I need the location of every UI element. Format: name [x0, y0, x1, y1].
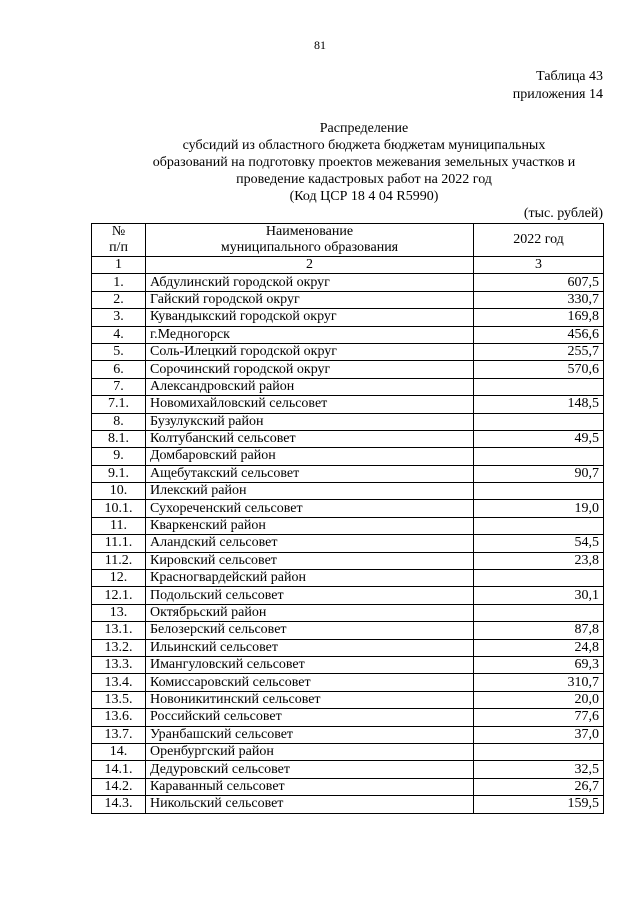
table-row: [92, 622, 604, 639]
header-name-line2: муниципального образования: [220, 240, 399, 255]
column-number-1: 1: [92, 257, 146, 274]
table-row: [92, 291, 604, 308]
row-value: 255,7: [474, 343, 604, 360]
row-number: 13.7.: [92, 726, 146, 743]
table-row: [92, 709, 604, 726]
row-number: 11.2.: [92, 552, 146, 569]
row-value: 456,6: [474, 326, 604, 343]
table-row: [92, 309, 604, 326]
table-row: [92, 448, 604, 465]
header-name: [146, 224, 474, 257]
row-value: [474, 570, 604, 587]
row-name: Белозерский сельсовет: [146, 622, 474, 639]
row-value: [474, 483, 604, 500]
table-row: [92, 430, 604, 447]
row-value: 19,0: [474, 500, 604, 517]
row-name: Кувандыкский городской округ: [146, 309, 474, 326]
table-header-row: [92, 224, 604, 257]
row-value: 37,0: [474, 726, 604, 743]
row-value: 32,5: [474, 761, 604, 778]
row-value: 77,6: [474, 709, 604, 726]
row-value: [474, 743, 604, 760]
table-row: [92, 343, 604, 360]
row-name: Колтубанский сельсовет: [146, 430, 474, 447]
document-heading: [90, 120, 638, 205]
row-value: 20,0: [474, 691, 604, 708]
table-row: [92, 500, 604, 517]
table-row: [92, 778, 604, 795]
row-name: Российский сельсовет: [146, 709, 474, 726]
row-number: 13.6.: [92, 709, 146, 726]
row-name: Сухореченский сельсовет: [146, 500, 474, 517]
row-value: 24,8: [474, 639, 604, 656]
row-number: 13.5.: [92, 691, 146, 708]
row-name: Соль-Илецкий городской округ: [146, 343, 474, 360]
table-row: [92, 465, 604, 482]
row-name: Имангуловский сельсовет: [146, 656, 474, 673]
table-row: [92, 691, 604, 708]
row-name: Кировский сельсовет: [146, 552, 474, 569]
table-row: [92, 604, 604, 621]
row-name: Александровский район: [146, 378, 474, 395]
row-value: 69,3: [474, 656, 604, 673]
row-number: 6.: [92, 361, 146, 378]
column-number-3: 3: [474, 257, 604, 274]
column-number-2: 2: [146, 257, 474, 274]
row-value: 87,8: [474, 622, 604, 639]
units-label: (тыс. рублей): [523, 206, 603, 221]
row-number: 14.1.: [92, 761, 146, 778]
table-row: [92, 743, 604, 760]
table-row: [92, 674, 604, 691]
row-name: Караванный сельсовет: [146, 778, 474, 795]
row-value: 54,5: [474, 535, 604, 552]
row-name: Новомихайловский сельсовет: [146, 396, 474, 413]
row-number: 7.1.: [92, 396, 146, 413]
heading-line4: проведение кадастровых работ на 2022 год: [236, 172, 492, 187]
row-name: Комиссаровский сельсовет: [146, 674, 474, 691]
table-row: [92, 483, 604, 500]
row-number: 13.: [92, 604, 146, 621]
row-name: Домбаровский район: [146, 448, 474, 465]
row-number: 1.: [92, 274, 146, 291]
table-ref-line1: Таблица 43: [536, 69, 603, 84]
table-row: [92, 639, 604, 656]
table-row: [92, 656, 604, 673]
heading-line5: (Код ЦСР 18 4 04 R5990): [289, 189, 439, 204]
row-name: Оренбургский район: [146, 743, 474, 760]
heading-line2: субсидий из областного бюджета бюджетам муниципальных: [182, 138, 546, 153]
row-number: 5.: [92, 343, 146, 360]
table-row: [92, 396, 604, 413]
row-name: Аландский сельсовет: [146, 535, 474, 552]
row-value: [474, 448, 604, 465]
row-value: [474, 378, 604, 395]
row-number: 10.1.: [92, 500, 146, 517]
row-name: Сорочинский городской округ: [146, 361, 474, 378]
row-number: 12.: [92, 570, 146, 587]
row-number: 13.4.: [92, 674, 146, 691]
header-number-line2: п/п: [109, 240, 128, 255]
row-value: [474, 413, 604, 430]
table-row: [92, 726, 604, 743]
row-name: Никольский сельсовет: [146, 796, 474, 813]
header-name-line1: Наименование: [265, 224, 354, 239]
row-name: Ащебутакский сельсовет: [146, 465, 474, 482]
table-row: [92, 326, 604, 343]
row-name: Ильинский сельсовет: [146, 639, 474, 656]
row-number: 11.: [92, 517, 146, 534]
table-row: [92, 274, 604, 291]
row-value: 49,5: [474, 430, 604, 447]
row-name: Уранбашский сельсовет: [146, 726, 474, 743]
row-value: 159,5: [474, 796, 604, 813]
header-number: [92, 224, 146, 257]
row-value: 30,1: [474, 587, 604, 604]
row-name: Кваркенский район: [146, 517, 474, 534]
row-number: 2.: [92, 291, 146, 308]
row-number: 14.3.: [92, 796, 146, 813]
row-name: г.Медногорск: [146, 326, 474, 343]
row-number: 14.2.: [92, 778, 146, 795]
row-value: 330,7: [474, 291, 604, 308]
column-number-row: [92, 257, 604, 274]
row-number: 8.: [92, 413, 146, 430]
row-number: 10.: [92, 483, 146, 500]
row-number: 9.: [92, 448, 146, 465]
page-number: 81: [314, 38, 326, 52]
row-name: Бузулукский район: [146, 413, 474, 430]
table-row: [92, 361, 604, 378]
table-reference: [513, 68, 603, 104]
row-name: Новоникитинский сельсовет: [146, 691, 474, 708]
row-name: Подольский сельсовет: [146, 587, 474, 604]
row-value: 90,7: [474, 465, 604, 482]
row-number: 14.: [92, 743, 146, 760]
row-name: Октябрьский район: [146, 604, 474, 621]
row-value: 310,7: [474, 674, 604, 691]
row-number: 3.: [92, 309, 146, 326]
row-value: 169,8: [474, 309, 604, 326]
header-year: 2022 год: [474, 224, 604, 257]
row-name: Илекский район: [146, 483, 474, 500]
table-row: [92, 413, 604, 430]
table-ref-line2: приложения 14: [512, 87, 603, 102]
row-number: 9.1.: [92, 465, 146, 482]
row-number: 12.1.: [92, 587, 146, 604]
row-value: 607,5: [474, 274, 604, 291]
heading-line3: образований на подготовку проектов межевания земельных участков и: [152, 155, 576, 170]
row-number: 7.: [92, 378, 146, 395]
row-name: Гайский городской округ: [146, 291, 474, 308]
subsidy-table: [91, 223, 604, 814]
row-number: 13.3.: [92, 656, 146, 673]
row-name: Красногвардейский район: [146, 570, 474, 587]
row-value: 148,5: [474, 396, 604, 413]
table-row: [92, 378, 604, 395]
row-name: Абдулинский городской округ: [146, 274, 474, 291]
table-row: [92, 796, 604, 813]
row-number: 13.2.: [92, 639, 146, 656]
table-row: [92, 587, 604, 604]
row-number: 11.1.: [92, 535, 146, 552]
table-row: [92, 517, 604, 534]
table-row: [92, 761, 604, 778]
row-number: 8.1.: [92, 430, 146, 447]
row-number: 13.1.: [92, 622, 146, 639]
row-name: Дедуровский сельсовет: [146, 761, 474, 778]
row-value: 570,6: [474, 361, 604, 378]
header-number-line1: №: [111, 224, 126, 239]
row-value: 26,7: [474, 778, 604, 795]
table-row: [92, 552, 604, 569]
heading-line1: Распределение: [319, 121, 409, 136]
row-value: 23,8: [474, 552, 604, 569]
table-row: [92, 570, 604, 587]
row-value: [474, 604, 604, 621]
row-number: 4.: [92, 326, 146, 343]
table-row: [92, 535, 604, 552]
row-value: [474, 517, 604, 534]
